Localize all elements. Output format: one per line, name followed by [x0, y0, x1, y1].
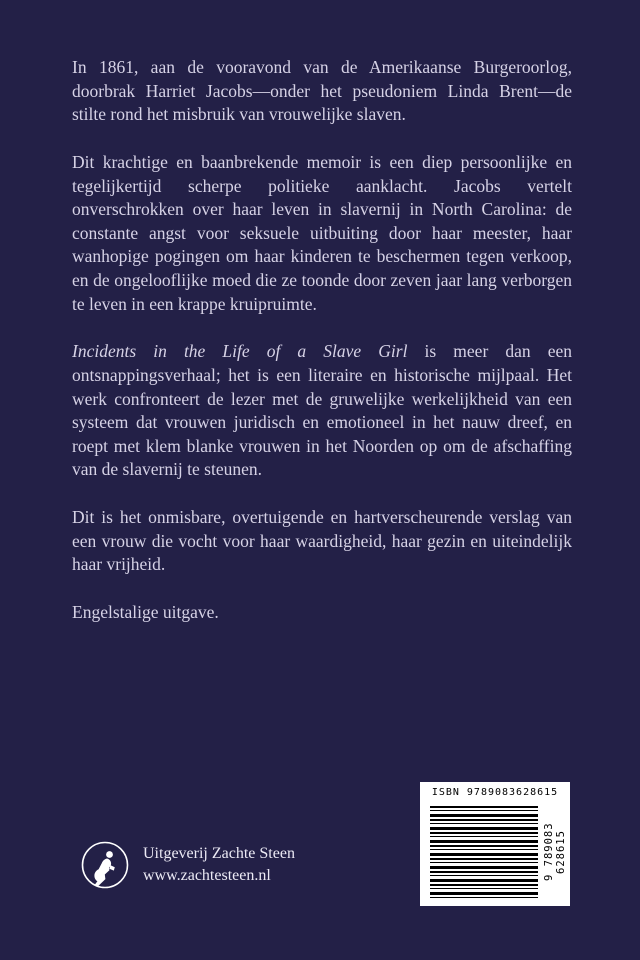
blurb-paragraph-4: Dit is het onmisbare, overtuigende en hartverscheurende verslag van een vrouw die vocht voor haar waardigheid, haar gezin en uiteindelijk haar vrijheid. [72, 507, 572, 575]
blurb-paragraph-3-rest: is meer dan een ontsnappingsverhaal; het is een literaire en historische mijlpaal. Het werk confronteert de lezer met de gruwelijke werkelijkheid van een systeem dat vrouwen juridisch en emotioneel in het nauw dreef, en roept met klem blanke vrouwen in het Noorden op om de afschaffing van de slavernij te steunen. [72, 341, 572, 480]
publisher-text [143, 843, 295, 886]
blurb-paragraph-2: Dit krachtige en baanbrekende memoir is een diep persoonlijke en tegelijkertijd scherpe politieke aanklacht. Jacobs vertelt onverschrokken over haar leven in slavernij in North Carolina: de constante angst voor seksuele uitbuiting door haar meester, haar wanhopige pogingen om haar kinderen te beschermen tegen verkoop, en de ongelooflijke moed die ze toonde door zeven jaar lang verborgen te leven in een krappe kruipruimte. [72, 151, 572, 314]
isbn-label: ISBN 9789083628615 [431, 787, 559, 798]
thinker-logo-icon [80, 840, 130, 890]
barcode [420, 782, 570, 906]
publisher-block [80, 840, 295, 890]
barcode-bars [430, 806, 538, 898]
blurb-paragraph-3 [72, 340, 572, 482]
blurb-text-block [72, 56, 572, 625]
blurb-paragraph-1: In 1861, aan de vooravond van de Amerikaanse Burgeroorlog, doorbrak Harriet Jacobs—onder het pseudoniem Linda Brent—de stilte rond het misbruik van vrouwelijke slaven. [72, 57, 572, 125]
publisher-name: Uitgeverij Zachte Steen [143, 845, 295, 863]
edition-note: Engelstalige uitgave. [72, 601, 219, 622]
book-title-italic: Incidents in the Life of a Slave Girl [72, 341, 408, 362]
isbn-digits-vertical: 9 789083 628615 [543, 822, 567, 882]
publisher-website: www.zachtesteen.nl [143, 867, 271, 884]
